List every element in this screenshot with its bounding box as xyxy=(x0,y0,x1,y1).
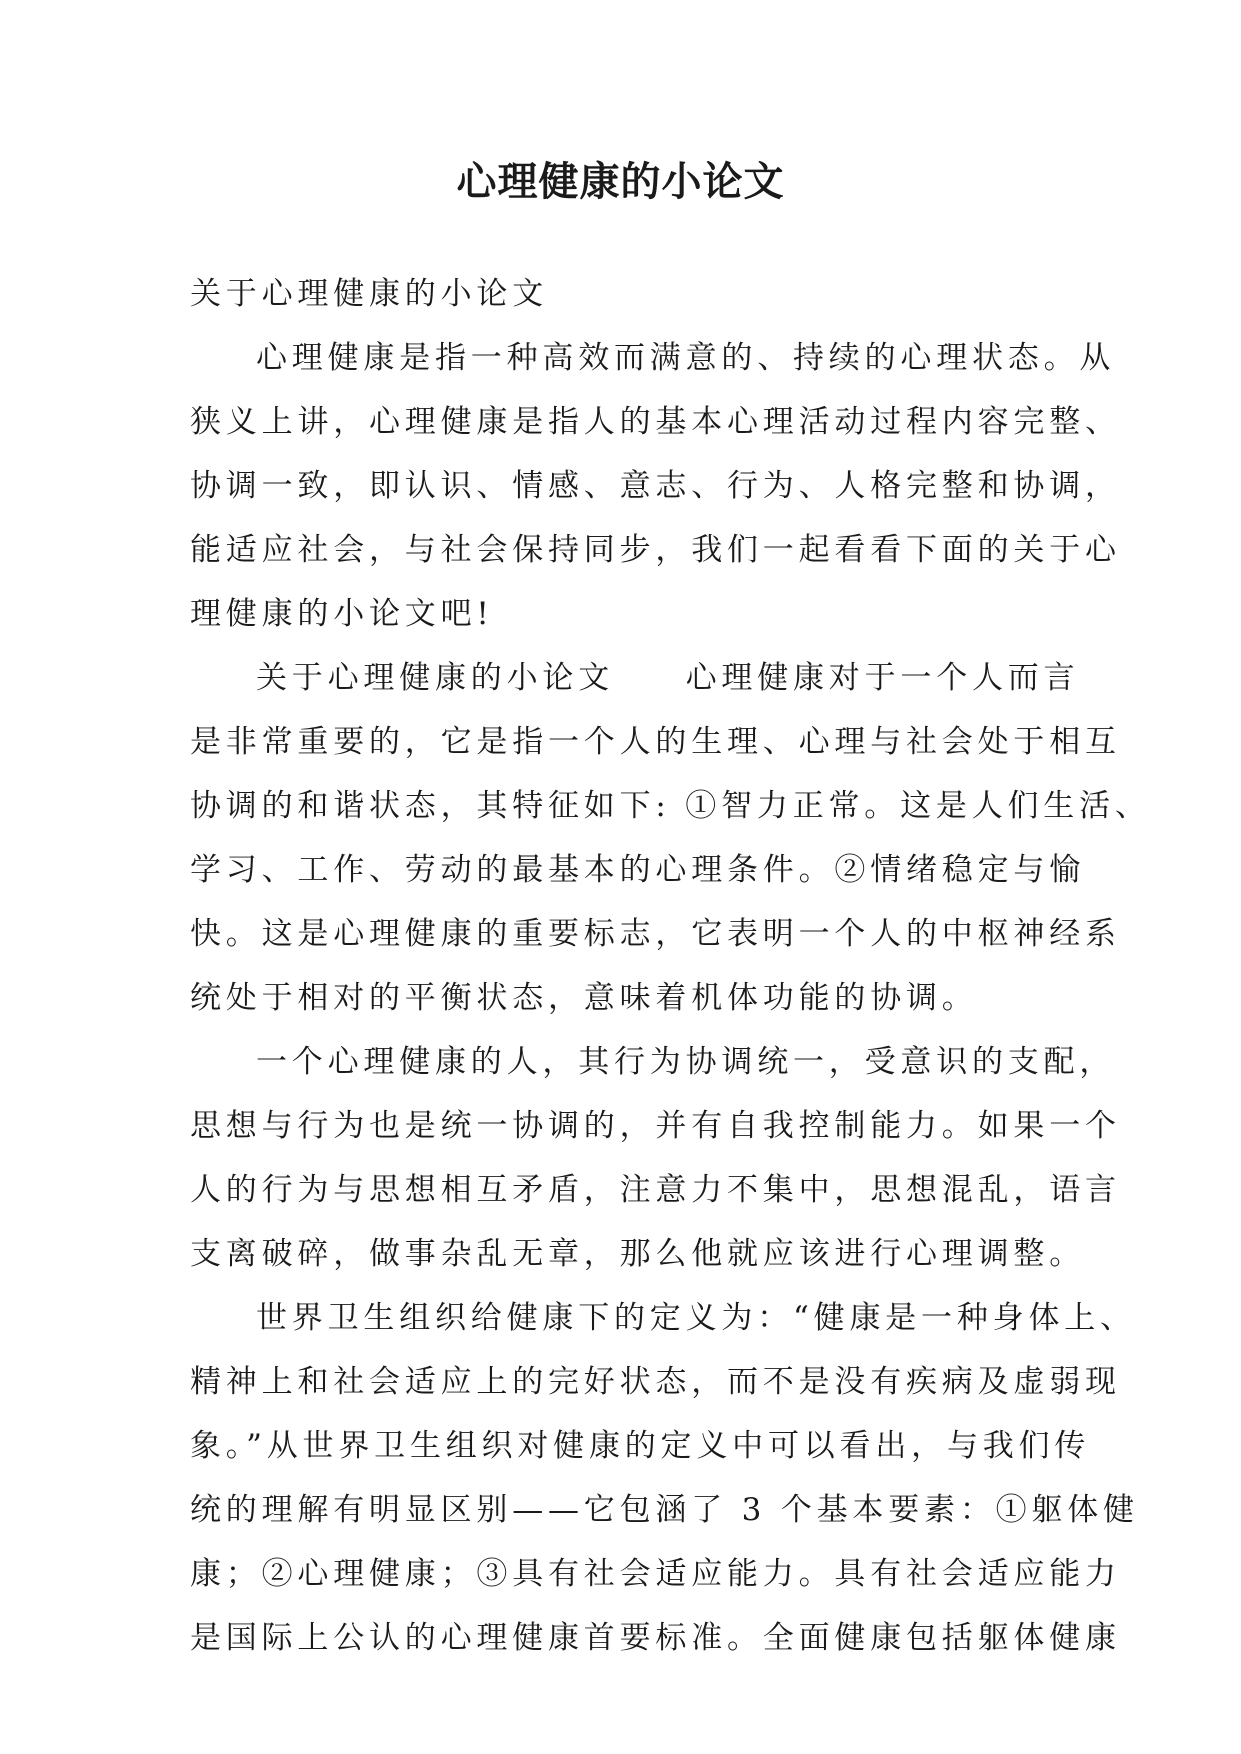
paragraph-1-line-4: 能适应社会，与社会保持同步，我们一起看看下面的关于心 xyxy=(190,532,1121,568)
paragraph-3-line-4: 支离破碎，做事杂乱无章，那么他就应该进行心理调整。 xyxy=(190,1236,1085,1272)
paragraph-3-line-1: 一个心理健康的人，其行为协调统一，受意识的支配， xyxy=(256,1044,1116,1080)
paragraph-2-line-4: 学习、工作、劳动的最基本的心理条件。②情绪稳定与愉 xyxy=(190,852,1085,888)
paragraph-3-line-3: 人的行为与思想相互矛盾，注意力不集中，思想混乱，语言 xyxy=(190,1172,1121,1208)
paragraph-4-line-1: 世界卫生组织给健康下的定义为：“健康是一种身体上、 xyxy=(256,1300,1136,1336)
paragraph-2-line-3: 协调的和谐状态，其特征如下: ①智力正常。这是人们生活、 xyxy=(190,788,1151,824)
document-title: 心理健康的小论文 xyxy=(456,158,785,205)
document-body xyxy=(190,262,1151,1670)
paragraph-2-line-1: 关于心理健康的小论文 心理健康对于一个人而言 xyxy=(256,660,1080,696)
paragraph-4-line-2: 精神上和社会适应上的完好状态，而不是没有疾病及虚弱现 xyxy=(190,1364,1121,1400)
paragraph-1-line-2: 狭义上讲，心理健康是指人的基本心理活动过程内容完整、 xyxy=(190,404,1121,440)
paragraph-4-line-3: 象。”从世界卫生组织对健康的定义中可以看出，与我们传 xyxy=(190,1428,1091,1464)
paragraph-2-line-6: 统处于相对的平衡状态，意味着机体功能的协调。 xyxy=(190,980,978,1016)
paragraph-1-line-5: 理健康的小论文吧! xyxy=(190,596,494,632)
subtitle-line: 关于心理健康的小论文 xyxy=(190,276,548,312)
paragraph-1-line-3: 协调一致，即认识、情感、意志、行为、人格完整和协调， xyxy=(190,468,1121,504)
paragraph-4-line-4: 统的理解有明显区别——它包涵了 3 个基本要素：①躯体健 xyxy=(190,1492,1139,1528)
paragraph-1-line-1: 心理健康是指一种高效而满意的、持续的心理状态。从 xyxy=(256,340,1116,376)
paragraph-2-line-5: 快。这是心理健康的重要标志，它表明一个人的中枢神经系 xyxy=(190,916,1121,952)
paragraph-4-line-5: 康；②心理健康；③具有社会适应能力。具有社会适应能力 xyxy=(190,1556,1121,1592)
paragraph-3-line-2: 思想与行为也是统一协调的，并有自我控制能力。如果一个 xyxy=(190,1108,1121,1144)
paragraph-2-line-2: 是非常重要的，它是指一个人的生理、心理与社会处于相互 xyxy=(190,724,1121,760)
paragraph-4-line-6: 是国际上公认的心理健康首要标准。全面健康包括躯体健康 xyxy=(190,1620,1121,1656)
